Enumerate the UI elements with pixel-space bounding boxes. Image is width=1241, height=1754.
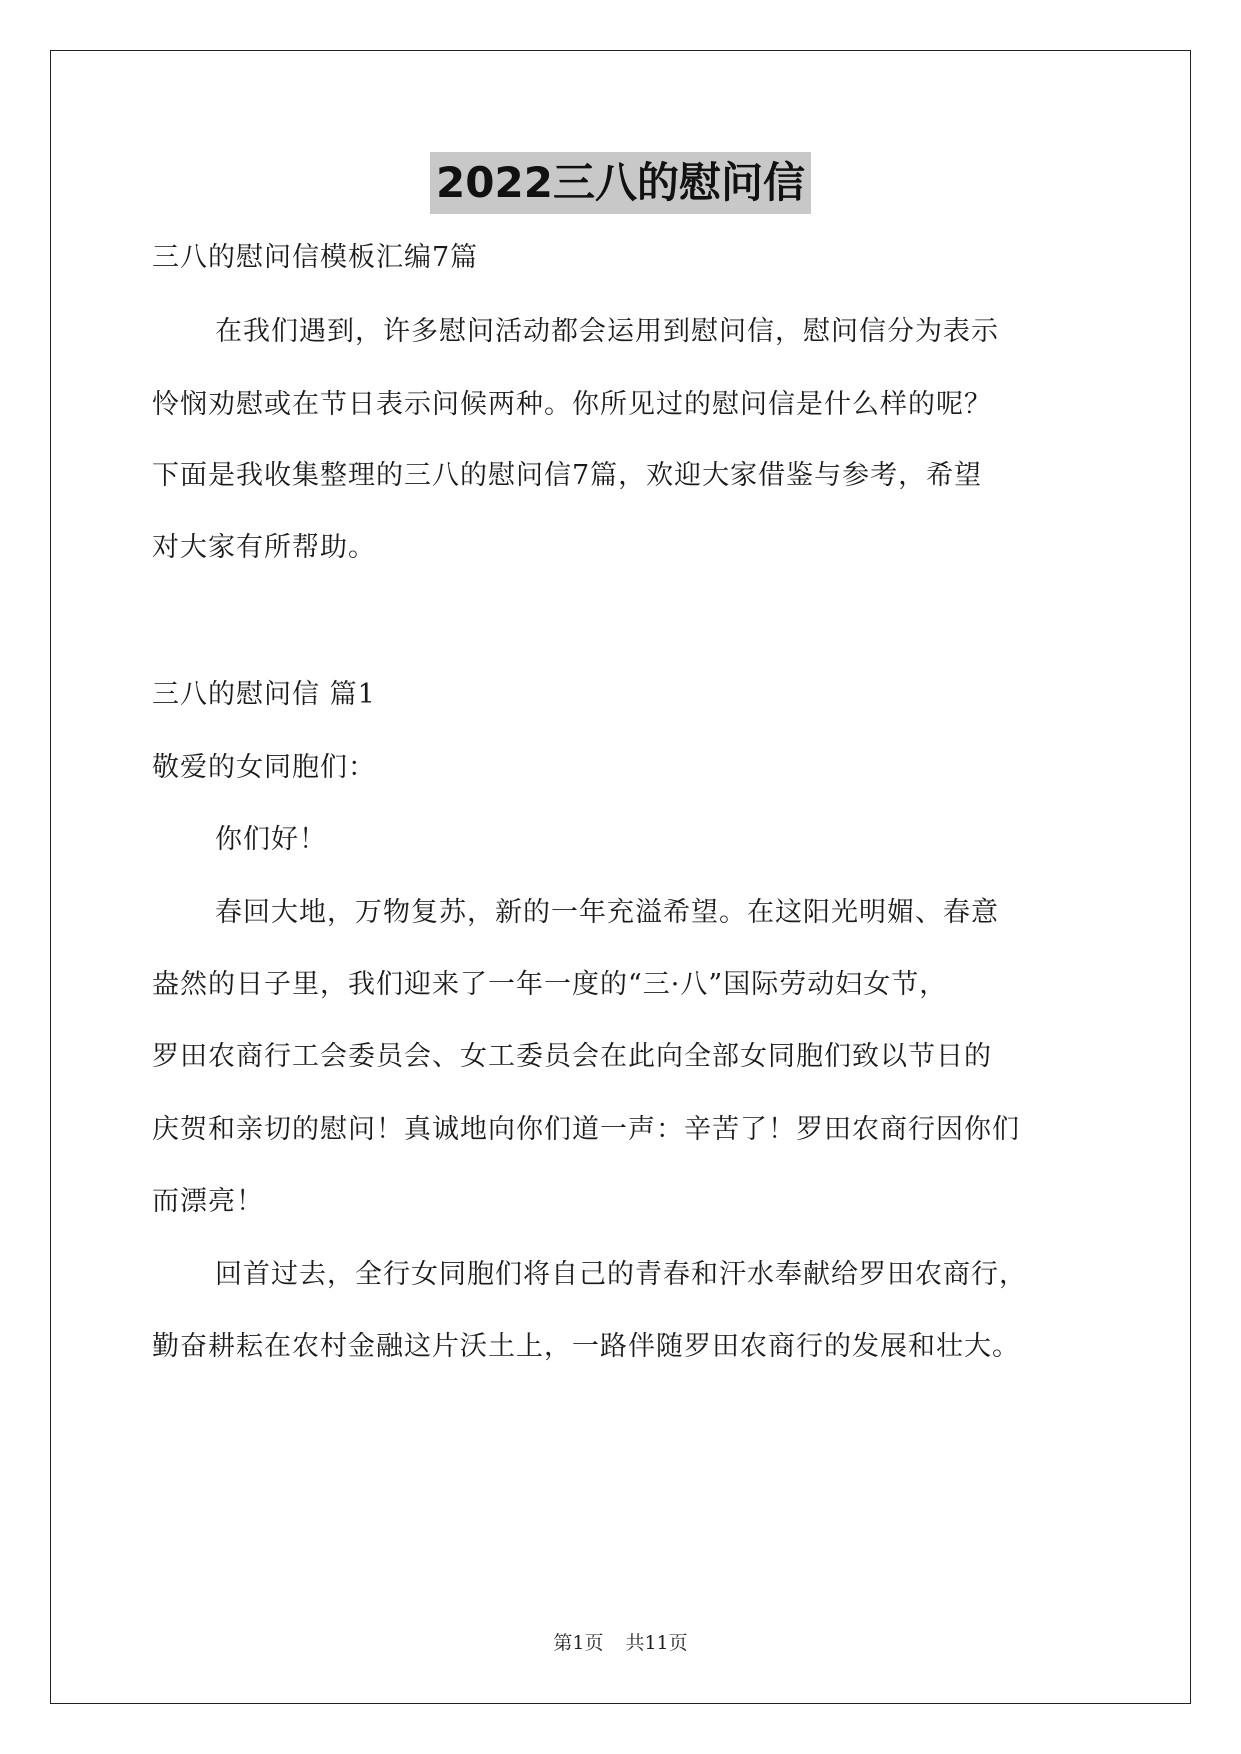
paragraph1-line-3: 罗田农商行工会委员会、女工委员会在此向全部女同胞们致以节日的 — [152, 1041, 992, 1072]
paragraph1-line-4: 庆贺和亲切的慰问！真诚地向你们道一声：辛苦了！罗田农商行因你们 — [152, 1114, 1020, 1145]
total-pages: 共11页 — [625, 1632, 688, 1654]
document-title: 2022三八的慰问信 — [430, 152, 811, 214]
paragraph2-line-2: 勤奋耕耘在农村金融这片沃土上，一路伴随罗田农商行的发展和壮大。 — [152, 1331, 1020, 1362]
intro-line-4: 对大家有所帮助。 — [152, 532, 376, 563]
salutation: 敬爱的女同胞们： — [152, 752, 376, 783]
title-container — [0, 152, 1241, 214]
paragraph1-line-5: 而漂亮！ — [152, 1186, 264, 1217]
page-border — [50, 50, 1191, 1704]
paragraph2-line-1: 回首过去，全行女同胞们将自己的青春和汗水奉献给罗田农商行， — [215, 1259, 1027, 1290]
intro-line-1: 在我们遇到，许多慰问活动都会运用到慰问信，慰问信分为表示 — [215, 316, 999, 347]
document-subtitle: 三八的慰问信模板汇编7篇 — [152, 242, 479, 273]
section-heading: 三八的慰问信 篇1 — [152, 679, 376, 710]
current-page-number: 第1页 — [553, 1632, 604, 1654]
intro-line-2: 怜悯劝慰或在节日表示问候两种。你所见过的慰问信是什么样的呢？ — [152, 389, 992, 420]
greeting: 你们好！ — [215, 824, 327, 855]
intro-line-3: 下面是我收集整理的三八的慰问信7篇，欢迎大家借鉴与参考，希望 — [152, 460, 983, 491]
paragraph1-line-1: 春回大地，万物复苏，新的一年充溢希望。在这阳光明媚、春意 — [215, 897, 999, 928]
paragraph1-line-2: 盎然的日子里，我们迎来了一年一度的“三·八”国际劳动妇女节， — [152, 969, 948, 1000]
page-footer — [0, 1628, 1241, 1655]
